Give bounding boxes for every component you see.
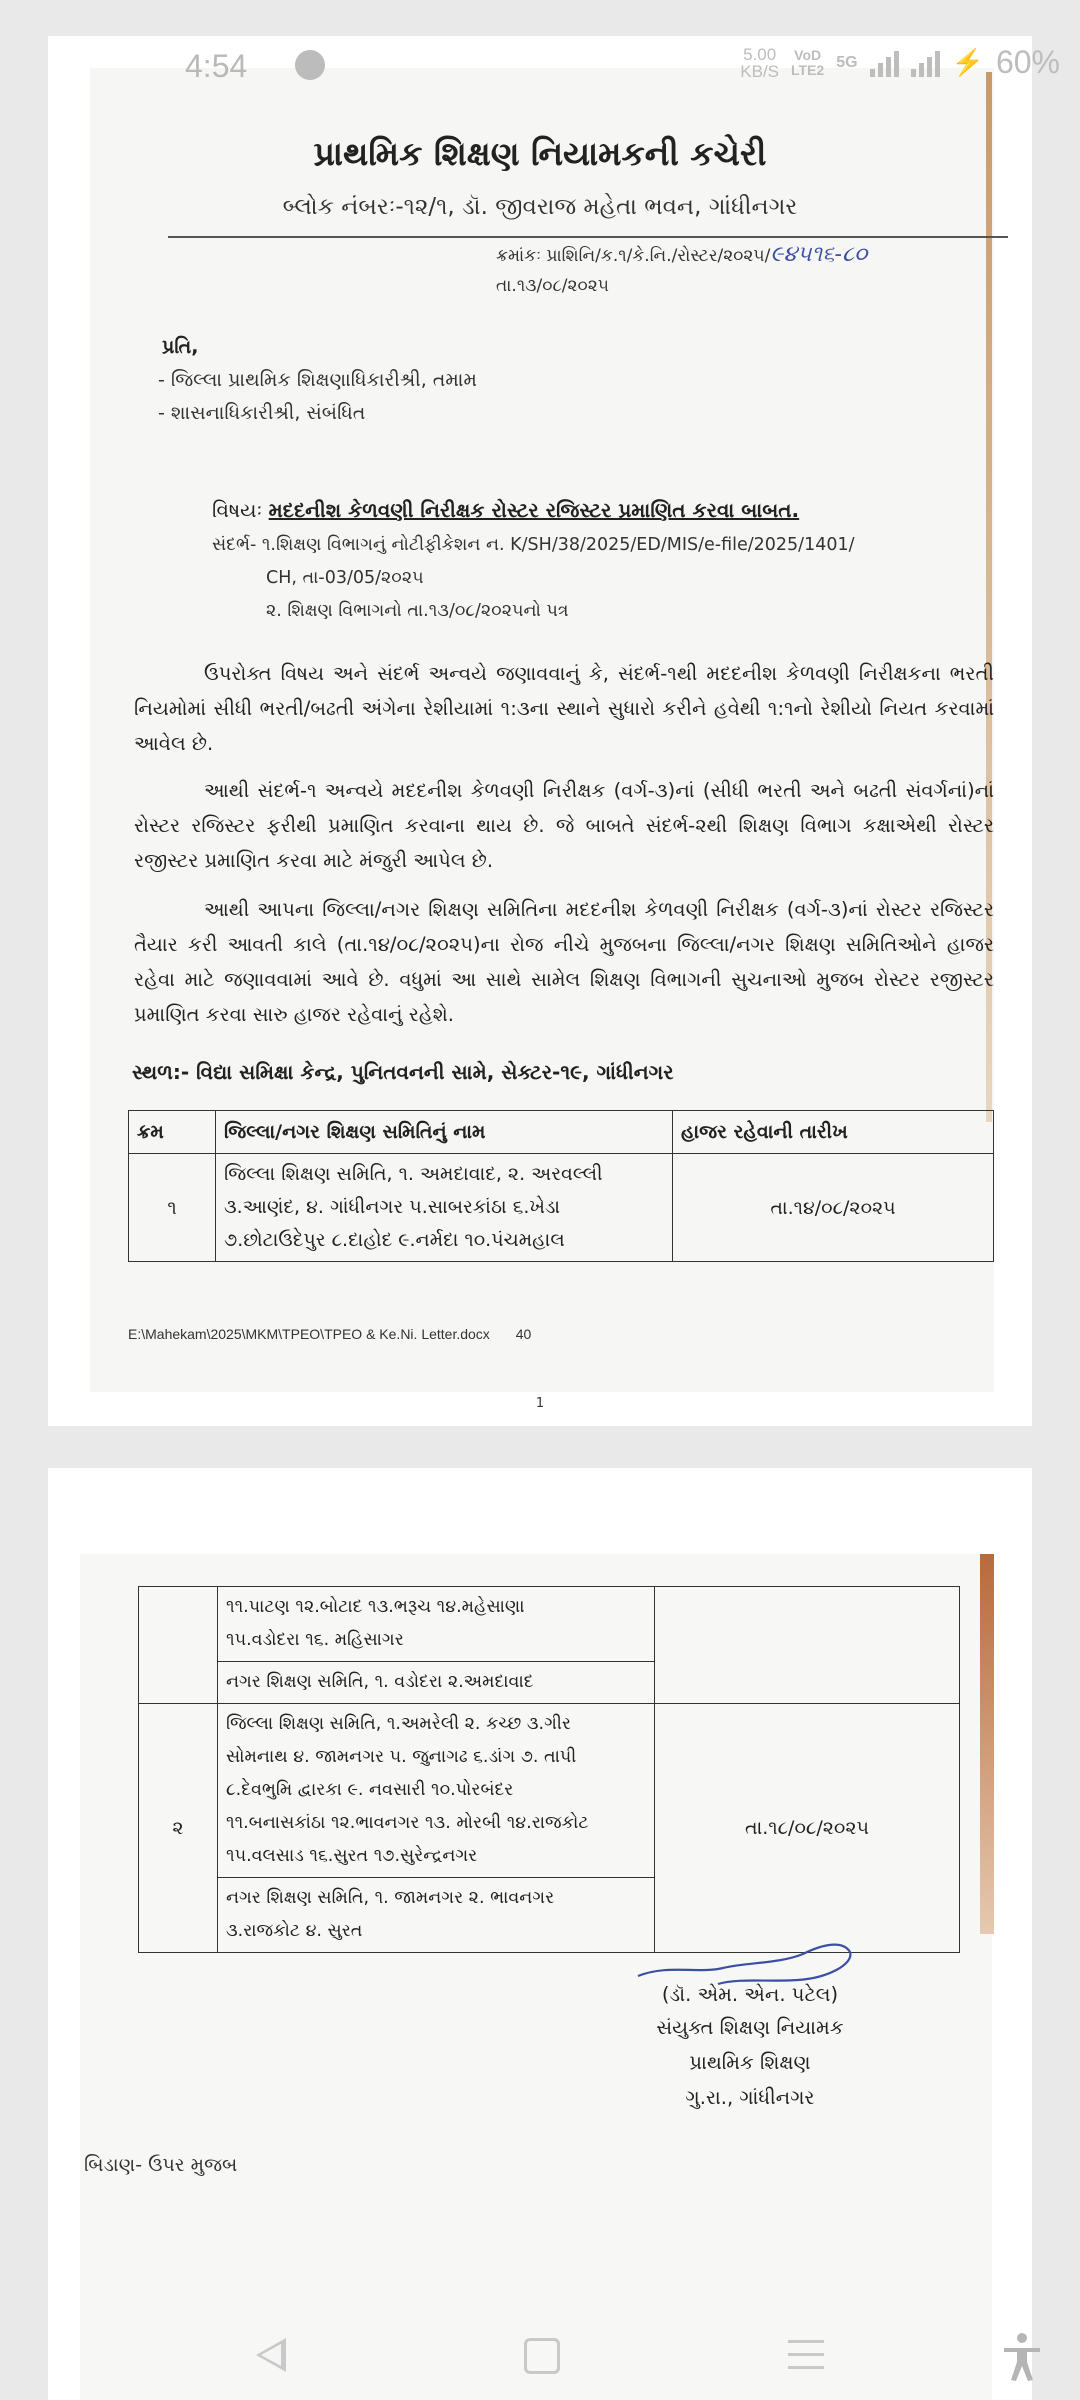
committee-line: ૩.રાજકોટ ૪. સુરત: [226, 1921, 363, 1941]
committee-line: સોમનાથ ૪. જામનગર ૫. જુનાગઢ ૬.ડાંગ ૭. તાપી: [226, 1747, 577, 1767]
document-page-1: [48, 36, 1032, 1426]
network-speed-value: 5.00: [743, 44, 777, 64]
file-path: [128, 1326, 531, 1342]
committee-line: ૭.છોટાઉદેપુર ૮.દાહોદ ૯.નર્મદા ૧૦.પંચમહાલ: [224, 1229, 565, 1251]
volte-indicator: [791, 48, 824, 78]
recipient-2: - શાસનાધિકારીશ્રી, સંબંધિત: [158, 402, 366, 424]
committee-line: ૧૧.પાટણ ૧૨.બોટાદ ૧૩.ભરૂચ ૧૪.મહેસાણા: [226, 1597, 525, 1617]
table-row: [139, 1587, 960, 1662]
volte-top: VoD: [794, 46, 822, 63]
signal-icon: [870, 49, 899, 77]
document-page-2: [48, 1468, 1032, 2400]
nagar-committees: [218, 1662, 655, 1704]
enclosure: બિડાણ- ઉપર મુજબ: [84, 2154, 238, 2176]
row-date-empty: [655, 1587, 960, 1704]
signatory-place: ગુ.રા., ગાંધીનગર: [685, 2086, 815, 2109]
row-sr: ૧: [129, 1154, 216, 1262]
table-row: [129, 1154, 994, 1262]
back-icon[interactable]: [256, 2338, 286, 2372]
signatory-department: પ્રાથમિક શિક્ષણ: [689, 2051, 811, 2074]
row-sr: ૨: [139, 1704, 218, 1953]
table-row: [139, 1704, 960, 1878]
committee-line: જિલ્લા શિક્ષણ સમિતિ, ૧.અમરેલી ૨. કચ્છ ૩.ગીર: [226, 1714, 571, 1734]
scan-edge: [980, 1554, 994, 1934]
reference-2: ૨. શિક્ષણ વિભાગનો તા.૧૩/૦૮/૨૦૨૫નો પત્ર: [266, 601, 569, 621]
committee-line: નગર શિક્ષણ સમિતિ, ૧. જામનગર ૨. ભાવનગર: [226, 1888, 555, 1908]
file-path-count: 40: [515, 1326, 532, 1342]
status-time: 4:54: [185, 48, 248, 84]
committee-line: ૧૧.બનાસકાંઠા ૧૨.ભાવનગર ૧૩. મોરબી ૧૪.રાજકોટ: [226, 1813, 589, 1833]
network-type: 5G: [836, 53, 858, 71]
office-name: પ્રાથમિક શિક્ષણ નિયામકની કચેરી: [313, 134, 767, 173]
reference-number: [496, 242, 867, 267]
venue: સ્થળ:- વિદ્યા સમિક્ષા કેન્દ્ર, પુનિતવનની સામે, સેક્ટર-૧૯, ગાંધીનગર: [132, 1060, 674, 1084]
charging-icon: ⚡: [951, 47, 984, 77]
header-sr: ક્રમ: [129, 1111, 216, 1154]
office-address: બ્લોક નંબરઃ-૧૨/૧, ડૉ. જીવરાજ મહેતા ભવન, ગાંધીનગર: [282, 194, 798, 220]
paragraph-1: ઉપરોક્ત વિષય અને સંદર્ભ અન્વયે જણાવવાનું કે, સંદર્ભ-૧થી મદદનીશ કેળવણી નિરીક્ષકના ભરતી નિયમોમાં સીધી ભરતી/બઢતી અંગેના રેશીયામાં ૧:૩ના સ્થાને સુધારો કરીને હવેથી ૧:૧નો રેશીયો નિયત કરવામાં આવેલ છે.: [134, 662, 994, 755]
signal-icon: [911, 49, 940, 77]
battery-level: 60%: [995, 44, 1060, 80]
page-number: 1: [535, 1396, 545, 1411]
nagar-committees: [218, 1878, 655, 1953]
notification-icon: [295, 50, 325, 80]
recents-icon[interactable]: [788, 2340, 824, 2379]
committee-line: ૮.દેવભુમિ દ્વારકા ૯. નવસારી ૧૦.પોરબંદર: [226, 1780, 514, 1800]
row-sr-empty: [139, 1587, 218, 1704]
committee-line: ૧૫.વડોદરા ૧૬. મહિસાગર: [226, 1630, 404, 1650]
committee-line: ૩.આણંદ, ૪. ગાંધીનગર ૫.સાબરકાંઠા ૬.ખેડા: [224, 1196, 561, 1218]
committee-line: ૧૫.વલસાડ ૧૬.સુરત ૧૭.સુરેન્દ્રનગર: [226, 1846, 478, 1866]
row-committees: [218, 1587, 655, 1662]
home-icon[interactable]: [524, 2338, 560, 2374]
reference-number-text: ક્રમાંકઃ પ્રાશિનિ/ક.૧/કે.નિ./રોસ્ટર/૨૦૨૫/: [496, 246, 771, 266]
header-committee: જિલ્લા/નગર શિક્ષણ સમિતિનું નામ: [216, 1111, 673, 1154]
navigation-bar: [0, 2300, 1080, 2400]
reference-number-handwritten: ૯૪૫૧૬-૮૦: [770, 242, 868, 267]
table-header-row: [129, 1111, 994, 1154]
subject-label: વિષયઃ: [212, 498, 263, 522]
signatory-designation: સંયુક્ત શિક્ષણ નિયામક: [656, 2016, 844, 2039]
row-date: તા.૧૪/૦૮/૨૦૨૫: [673, 1154, 994, 1262]
paragraph-2: આથી સંદર્ભ-૧ અન્વયે મદદનીશ કેળવણી નિરીક્ષક (વર્ગ-૩)નાં (સીધી ભરતી અને બઢતી સંવર્ગનાં)નાં રોસ્ટર રજિસ્ટર ફરીથી પ્રમાણિત કરવાના થાય છે. જે બાબતે સંદર્ભ-૨થી શિક્ષણ વિભાગ કક્ષાએથી રોસ્ટર રજીસ્ટર પ્રમાણિત કરવા માટે મંજુરી આપેલ છે.: [134, 779, 994, 872]
row-date: તા.૧૮/૦૮/૨૦૨૫: [655, 1704, 960, 1953]
network-speed-unit: KB/S: [740, 61, 780, 81]
status-bar: [0, 0, 1080, 140]
row-committees: [216, 1154, 673, 1262]
volte-bottom: LTE2: [791, 61, 825, 78]
schedule-table: [128, 1110, 994, 1262]
file-path-text: E:\Mahekam\2025\MKM\TPEO\TPEO & Ke.Ni. Letter.docx: [128, 1326, 490, 1342]
to-label: પ્રતિ,: [162, 336, 199, 358]
recipient-1: - જિલ્લા પ્રાથમિક શિક્ષણાધિકારીશ્રી, તમામ: [158, 369, 477, 391]
committee-line: નગર શિક્ષણ સમિતિ, ૧. વડોદરા ૨.અમદાવાદ: [226, 1672, 534, 1692]
subject: [212, 498, 799, 522]
row-committees: [218, 1704, 655, 1878]
header-date: હાજર રહેવાની તારીખ: [673, 1111, 994, 1154]
reference-1-cont: CH, તા-03/05/૨૦૨૫: [266, 568, 424, 588]
signatory-name: (ડૉ. એમ. એન. પટેલ): [661, 1983, 839, 2006]
accessibility-icon[interactable]: [1000, 2332, 1044, 2382]
paragraph-3: આથી આપના જિલ્લા/નગર શિક્ષણ સમિતિના મદદનીશ કેળવણી નિરીક્ષક (વર્ગ-૩)નાં રોસ્ટર રજિસ્ટર તૈયાર કરી આવતી કાલે (તા.૧૪/૦૮/૨૦૨૫)ના રોજ નીચે મુજબના જિલ્લા/નગર શિક્ષણ સમિતિઓને હાજર રહેવા માટે જણાવવામાં આવે છે. વધુમાં આ સાથે સામેલ શિક્ષણ વિભાગની સુચનાઓ મુજબ રોસ્ટર રજીસ્ટર પ્રમાણિત કરવા સારુ હાજર રહેવાનું રહેશે.: [134, 898, 994, 1026]
header-divider: [168, 236, 1008, 238]
committee-line: જિલ્લા શિક્ષણ સમિતિ, ૧. અમદાવાદ, ૨. અરવલ્લી: [224, 1163, 603, 1185]
status-indicators: [740, 44, 1060, 81]
subject-text: મદદનીશ કેળવણી નિરીક્ષક રોસ્ટર રજિસ્ટર પ્રમાણિત કરવા બાબત.: [268, 498, 800, 522]
letter-date: તા.૧૩/૦૮/૨૦૨૫: [496, 276, 609, 296]
schedule-table-continued: [138, 1586, 960, 1953]
reference-1: સંદર્ભ- ૧.શિક્ષણ વિભાગનું નોટીફીકેશન ન. K/SH/38/2025/ED/MIS/e-file/2025/1401/: [212, 535, 855, 555]
network-speed: [740, 46, 779, 80]
